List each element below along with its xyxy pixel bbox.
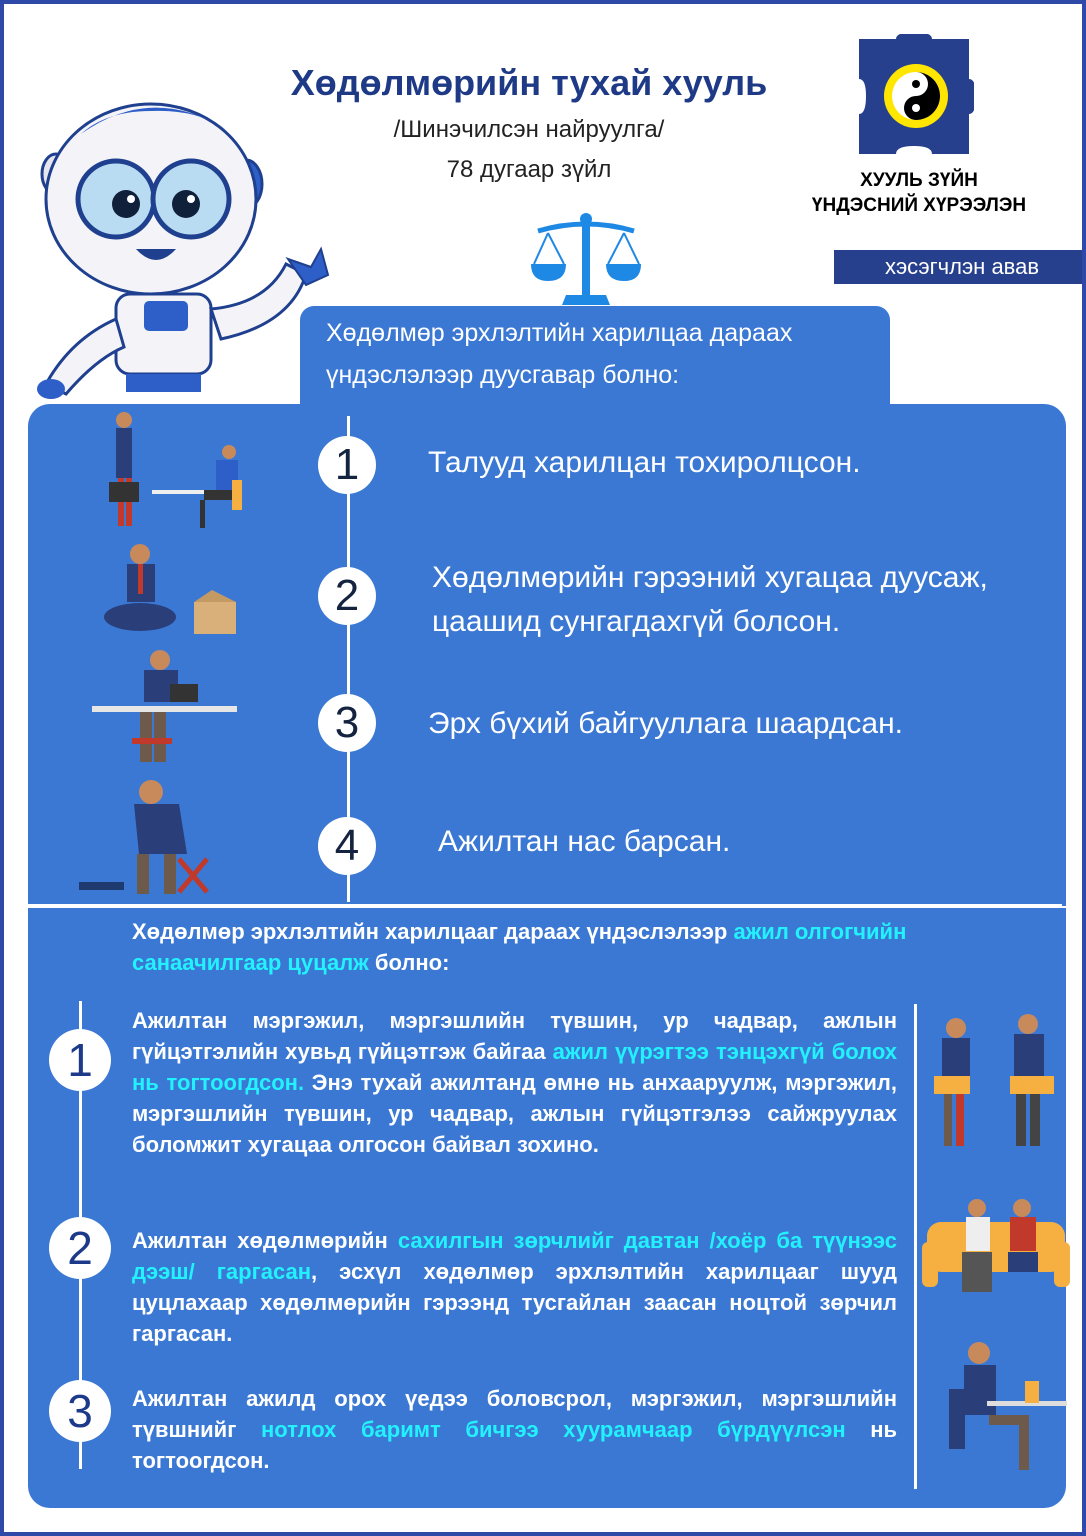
grieving-person-illustration	[79, 774, 224, 899]
section-divider	[22, 904, 1062, 907]
item-number-badge: 3	[49, 1380, 111, 1442]
organization-name-line1: ХУУЛЬ ЗҮЙН	[860, 170, 978, 191]
column-divider	[914, 1004, 917, 1489]
ground-text: Ажилтан хөдөлмөрийн	[132, 1228, 398, 1253]
heading-highlight: ажил олгогчийн санаачилгаар цуцалж	[132, 919, 907, 975]
item-number-badge: 2	[318, 567, 376, 625]
reason-line: цаашид сунгагдахгүй болсон.	[432, 605, 841, 638]
termination-reason	[428, 702, 903, 746]
ground-text: Ажилтан ажилд орох үедээ боловсрол, мэргэжил, мэргэшлийн түвшнийг	[132, 1386, 897, 1442]
handshake-agreement-illustration	[104, 410, 254, 535]
dismissal-ground	[132, 1005, 897, 1160]
institute-logo-puzzle-icon	[854, 34, 974, 159]
sad-employee-box-illustration	[102, 542, 247, 642]
heading-text: болно:	[368, 950, 450, 975]
item-number-badge: 2	[49, 1217, 111, 1279]
termination-reason	[438, 820, 730, 864]
article-number: 78 дугаар зүйл	[446, 156, 612, 183]
ground-text: Энэ тухай ажилтанд өмнө нь анхааруулж, мэргэжил, мэргэшлийн түвшин, ур чадвар, ажлын гүйцэтгэлээ сайжруулах боломжит хугацаа олгосон байвал зохино.	[132, 1070, 898, 1157]
job-interview-illustration	[924, 1014, 1074, 1154]
document-title: Хөдөлмөрийн тухай хууль	[290, 62, 768, 103]
item-number-badge: 1	[318, 436, 376, 494]
heading-text: Хөдөлмөр эрхлэлтийн харилцааг дараах үндэслэлээр	[132, 919, 734, 944]
dismissal-ground	[132, 1225, 897, 1349]
termination-reason	[432, 556, 988, 644]
item-number-badge: 4	[318, 817, 376, 875]
organization-name	[774, 168, 1064, 218]
reason-line: Талууд харилцан тохиролцсон.	[428, 446, 861, 479]
reason-line: Эрх бүхий байгууллага шаардсан.	[428, 707, 904, 740]
excerpt-tag: хэсэгчлэн авав	[834, 250, 1086, 284]
stressed-desk-worker-illustration	[92, 646, 242, 771]
couch-conversation-illustration	[922, 1192, 1072, 1302]
item-number-badge: 1	[49, 1029, 111, 1091]
item-number-badge: 3	[318, 694, 376, 752]
ground-highlight: ажил үүрэгтээ тэнцэхгүй болох нь тогтоогдсон.	[132, 1039, 897, 1095]
termination-reason	[428, 441, 861, 485]
document-subtitle: /Шинэчилсэн найруулга/	[393, 116, 665, 143]
termination-intro-box	[300, 306, 890, 410]
scales-of-justice-icon	[526, 209, 646, 309]
reason-line: Хөдөлмөрийн гэрээний хугацаа дуусаж,	[432, 561, 988, 594]
reason-line: Ажилтан нас барсан.	[438, 825, 731, 858]
ground-text: , эсхүл хөдөлмөр эрхлэлтийн харилцааг шууд цуцлахаар хөдөлмөрийн гэрээнд тусгайлан заасан ноцтой зөрчил гаргасан.	[132, 1259, 897, 1346]
intro-line2: үндэслэлээр дуусгавар болно:	[326, 361, 680, 389]
ground-highlight: нотлох баримт бичгээ хуурамчаар бүрдүүлсэн	[260, 1417, 846, 1442]
dismissal-ground	[132, 1383, 897, 1476]
employer-initiative-heading	[132, 916, 1037, 978]
ground-text: Ажилтан мэргэжил, мэргэшлийн түвшин, ур чадвар, ажлын гүйцэтгэлийн хувьд гүйцэтгэж байгаа	[132, 1008, 897, 1064]
ground-text: нь тогтоогдсон.	[132, 1417, 898, 1473]
computer-worker-illustration	[939, 1339, 1069, 1479]
organization-name-line2: ҮНДЭСНИЙ ХҮРЭЭЛЭН	[811, 195, 1027, 216]
intro-line1: Хөдөлмөр эрхлэлтийн харилцаа дараах	[326, 319, 793, 347]
ground-highlight: сахилгын зөрчлийг давтан /хоёр ба түүнээс дээш/ гаргасан	[132, 1228, 897, 1284]
